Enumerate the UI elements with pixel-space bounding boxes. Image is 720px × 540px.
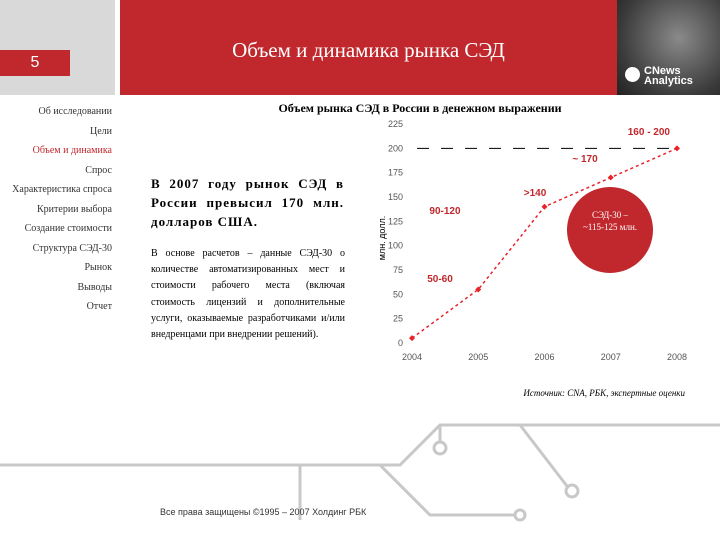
reference-line-label: 160 - 200: [627, 127, 670, 138]
methodology-text: В основе расчетов – данные СЭД-30 о количестве автоматизированных мест и стоимости рабочего места (включая стоимость лицензий и дополнительные услуги, оказываемые разработчиками и/или внедренцами при внедрении решений).: [151, 248, 345, 341]
callout-text-line1: СЭД-30 –: [591, 210, 629, 220]
data-label: 90-120: [429, 206, 461, 217]
market-volume-chart: [377, 119, 687, 362]
y-tick-label: 75: [392, 265, 403, 275]
data-label: 50-60: [427, 274, 453, 285]
logo-line-1: CNews: [644, 65, 681, 77]
source-note: Источник: CNA, РБК, экспертные оценки: [523, 388, 685, 398]
logo-line-2: Analytics: [644, 75, 693, 87]
data-point: [674, 145, 680, 151]
x-tick-label: 2006: [534, 352, 555, 362]
sidebar-item-criteria[interactable]: Критерии выбора: [37, 203, 112, 215]
sidebar-item-report[interactable]: Отчет: [86, 301, 112, 312]
circuit-decoration: [0, 425, 720, 520]
sidebar-item-volume[interactable]: Объем и динамика: [32, 145, 112, 156]
data-label: >140: [523, 188, 547, 199]
page-number: 5: [0, 50, 70, 76]
y-tick-label: 200: [387, 143, 403, 154]
key-finding-text: В 2007 году рынок СЭД в России превысил 170 млн. долларов США.: [151, 176, 344, 229]
x-tick-label: 2004: [401, 352, 423, 362]
y-tick-label: 150: [387, 192, 403, 202]
sidebar-item-demand[interactable]: Спрос: [85, 164, 112, 176]
x-tick-label: 2005: [468, 352, 489, 362]
sidebar-item-demand-profile[interactable]: Характеристика спроса: [12, 184, 112, 195]
x-tick-label: 2007: [600, 352, 621, 362]
sidebar-item-structure[interactable]: Структура СЭД-30: [32, 242, 112, 254]
y-tick-label: 225: [387, 119, 403, 129]
y-tick-label: 175: [387, 167, 403, 178]
chart-title: Объем рынка СЭД в России в денежном выражении: [278, 101, 562, 115]
callout-text-line2: ~115-125 млн.: [582, 222, 638, 232]
y-tick-label: 125: [387, 216, 403, 227]
sidebar-item-about[interactable]: Об исследовании: [38, 106, 112, 117]
sidebar-item-value-creation[interactable]: Создание стоимости: [24, 223, 112, 234]
x-tick-label: 2008: [666, 352, 688, 362]
y-tick-label: 50: [392, 289, 403, 300]
sidebar-item-goals[interactable]: Цели: [89, 125, 112, 137]
y-axis-label: млн. долл.: [377, 215, 387, 261]
slide-title: Объем и динамика рынка СЭД: [232, 38, 505, 62]
sidebar-item-conclusions[interactable]: Выводы: [77, 281, 112, 293]
data-point: [608, 175, 614, 181]
y-tick-label: 25: [392, 313, 403, 324]
y-tick-label: 100: [387, 240, 403, 251]
sidebar-item-market[interactable]: Рынок: [84, 262, 112, 273]
y-tick-label: 0: [397, 338, 403, 348]
data-label: ~ 170: [572, 154, 598, 165]
footer-copyright: Все права защищены ©1995 – 2007 Холдинг РБК: [160, 507, 367, 517]
data-point: [542, 204, 548, 210]
